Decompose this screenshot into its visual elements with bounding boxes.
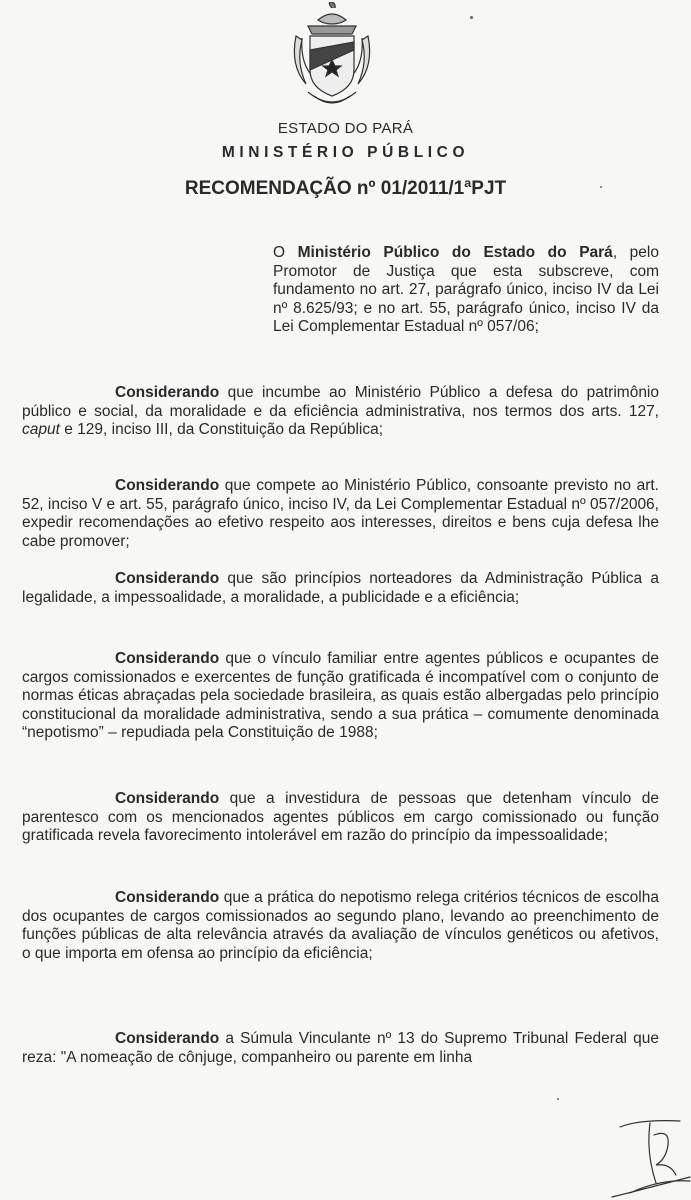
considerando-paragraph-6: Considerando que a prática do nepotismo relega critérios técnicos de escolha dos ocupantes de cargos comissionados ao segundo plano, levando ao preenchimento de funções públicas de alta relevância através da avaliação de vínculos genéticos ou afetivos, o que importa em ofensa ao princípio da eficiência; [22,889,659,962]
document-title: RECOMENDAÇÃO nº 01/2011/1ªPJT [184,178,507,199]
considerando-paragraph-7: Considerando a Súmula Vinculante nº 13 do Supremo Tribunal Federal que reza: "A nomeação de cônjuge, companheiro ou parente em linha [22,1030,659,1066]
considerando-paragraph-1: Considerando que incumbe ao Ministério Público a defesa do patrimônio público e social, da moralidade e da eficiência administrativa, nos termos dos arts. 127, caput e 129, inciso III, da Constituição da República; [22,384,659,439]
ministry-name: MINISTÉRIO PÚBLICO [221,144,470,161]
considerando-paragraph-5: Considerando que a investidura de pessoas que detenham vínculo de parentesco com os mencionados agentes públicos em cargo comissionado ou função gratificada revela favorecimento intolerável em razão do princípio da impessoalidade; [22,790,659,845]
signature-icon [610,1105,691,1200]
coat-of-arms-icon [288,2,376,110]
intro-paragraph: O Ministério Público do Estado do Pará, pelo Promotor de Justiça que esta subscreve, com fundamento no art. 27, parágrafo único, inciso IV da Lei nº 8.625/93; e no art. 55, parágrafo único, inciso IV da Lei Complementar Estadual nº 057/06; [273,244,659,336]
institution-name: Ministério Público do Estado do Pará [297,244,613,261]
considerando-paragraph-2: Considerando que compete ao Ministério Público, consoante previsto no art. 52, inciso V e art. 55, parágrafo único, inciso IV, da Lei Complementar Estadual nº 057/2006, expedir recomendações ao efetivo respeito aos interesses, direitos e bens cuja defesa lhe cabe promover; [22,477,659,550]
state-name: ESTADO DO PARÁ [277,120,414,137]
considerando-paragraph-4: Considerando que o vínculo familiar entre agentes públicos e ocupantes de cargos comissionados e exercentes de função gratificada é incompatível com o conjunto de normas éticas abraçadas pela sociedade brasileira, as quais estão albergadas pelo princípio constitucional da moralidade administrativa, sendo a sua prática – comumente denominada “nepotismo” – repudiada pela Constituição de 1988; [22,650,659,742]
scan-speck [557,1098,559,1100]
considerando-paragraph-3: Considerando que são princípios norteadores da Administração Pública a legalidade, a impessoalidade, a moralidade, a publicidade e a eficiência; [22,570,659,606]
scan-speck [600,186,602,188]
scan-speck [470,16,473,19]
